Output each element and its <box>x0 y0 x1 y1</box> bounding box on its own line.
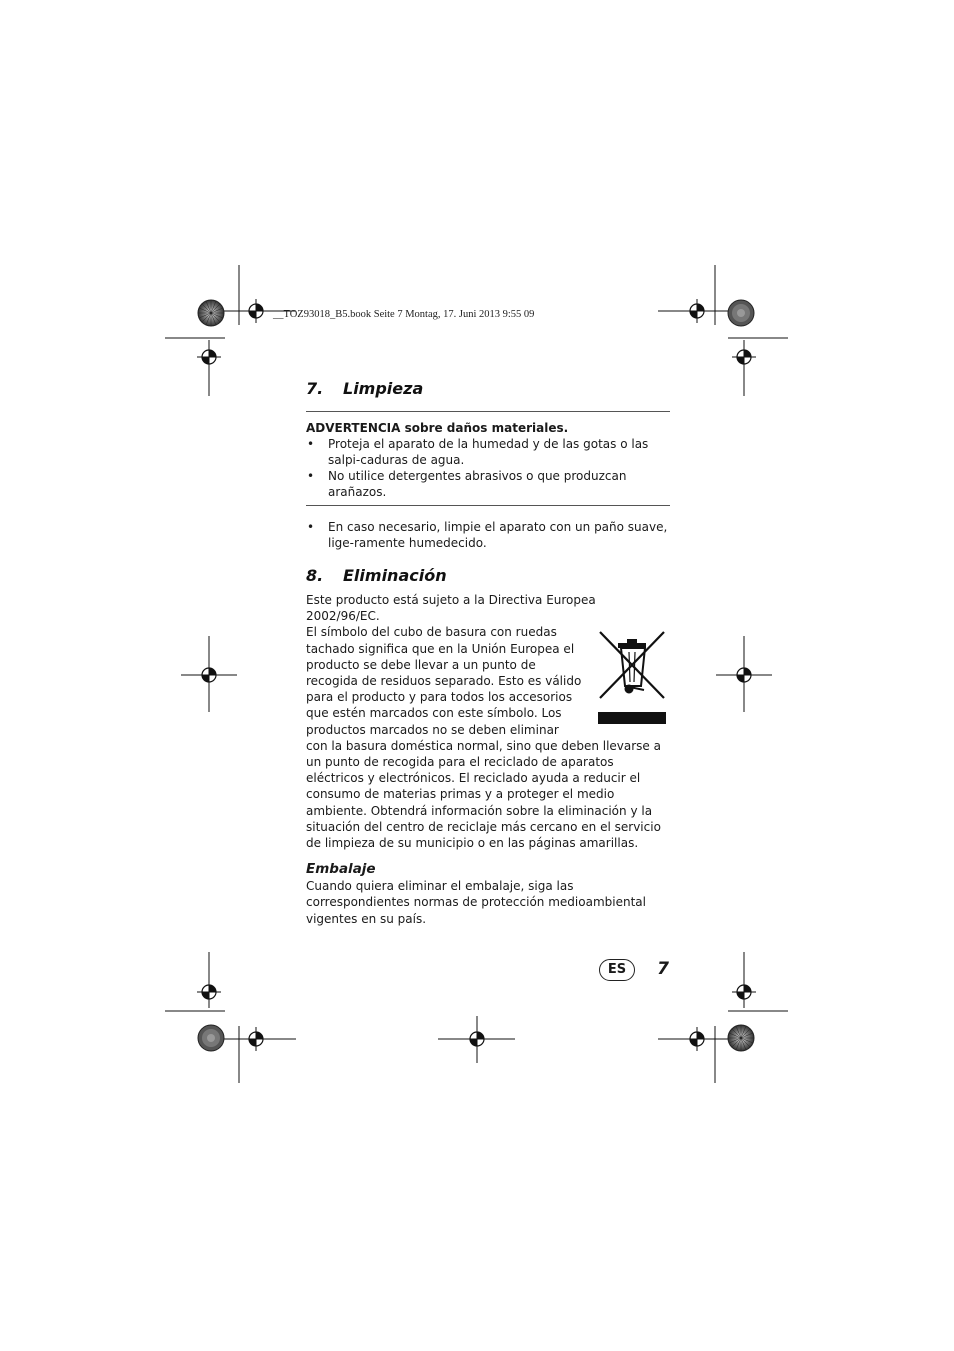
warning-list <box>306 436 670 500</box>
disposal-lead: Este producto está sujeto a la Directiva Europea 2002/96/EC. <box>306 593 596 624</box>
page-content <box>306 376 670 927</box>
print-file-info: __TOZ93018_B5.book Seite 7 Montag, 17. Juni 2013 9:55 09 <box>273 309 535 320</box>
warning-top-rule <box>306 411 670 412</box>
crossed-out-bin-icon <box>592 630 672 734</box>
page-footer <box>599 958 673 982</box>
section-number: 7. <box>306 379 324 398</box>
section-title: Eliminación <box>343 566 447 585</box>
list-item: • En caso necesario, limpie el aparato con un paño suave, lige-ramente humedecido. <box>307 520 668 550</box>
section-title: Limpieza <box>343 379 424 398</box>
section-heading-limpieza <box>306 376 670 402</box>
packaging-text: Cuando quiera eliminar el embalaje, siga las correspondientes normas de protección medioambiental vigentes en su país. <box>306 879 646 926</box>
language-badge: ES <box>599 959 635 981</box>
section-number: 8. <box>306 566 324 585</box>
page-number: 7 <box>657 959 669 979</box>
list-item: • No utilice detergentes abrasivos o que produzcan arañazos. <box>307 469 627 499</box>
disposal-body: El símbolo del cubo de basura con ruedas tachado significa que en la Unión Europea el producto se debe llevar a un punto de recogida de residuos separado. Esto es válido para el producto y para todos los accesorios que estén marcados con este símbolo. Los productos marcados no se deben eliminar con la basura doméstica normal, sino que deben llevarse a un punto de recogida para el reciclado de aparatos eléctricos y electrónicos. El reciclado ayuda a reducir el consumo de materias primas y a proteger el medio ambiente. Obtendrá información sobre la eliminación y la situación del centro de reciclaje más cercano en el servicio de limpieza de su municipio o en las páginas amarillas. <box>306 625 661 851</box>
warning-title: ADVERTENCIA sobre daños materiales. <box>306 421 569 435</box>
cleaning-list <box>306 519 670 551</box>
packaging-subheading: Embalaje <box>306 861 376 878</box>
section-heading-eliminacion <box>306 563 670 589</box>
list-item: • Proteja el aparato de la humedad y de las gotas o las salpi-caduras de agua. <box>307 437 649 467</box>
